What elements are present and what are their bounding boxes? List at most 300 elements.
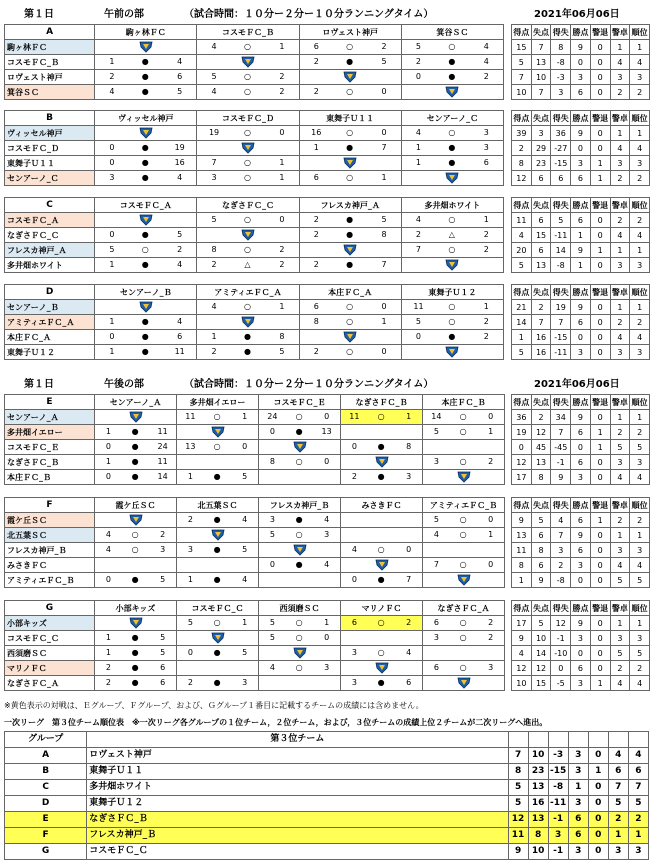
team-header: 駒ヶ林ＦＣ [95, 25, 197, 40]
match-result [299, 55, 401, 70]
emblem-icon [241, 316, 255, 328]
stat-value: 1 [590, 440, 610, 455]
match-result [197, 330, 299, 345]
result-mark: ● [131, 663, 139, 672]
stat-value: 4 [630, 470, 650, 485]
stat-value: 13 [531, 455, 551, 470]
result-mark: ○ [295, 618, 303, 627]
emblem-icon [211, 426, 225, 438]
match-result [177, 470, 259, 485]
stat-value: 1 [590, 171, 610, 186]
goals-against: 5 [177, 87, 183, 96]
result-mark: ● [131, 457, 139, 466]
match-result [95, 676, 177, 691]
group-label: B [5, 111, 95, 126]
team-name: 霞ケ丘ＳＣ [5, 513, 95, 528]
goals-for: 0 [109, 158, 115, 167]
stat-header: 順位 [630, 198, 650, 213]
stat-value: 0 [590, 345, 610, 360]
match-result [95, 156, 197, 171]
stat-value: 0 [590, 85, 610, 100]
stat-header: 勝点 [571, 198, 591, 213]
self-cell [401, 345, 503, 360]
stat-value: 4 [610, 228, 630, 243]
stat-value: -1 [551, 631, 571, 646]
goals-against: 4 [242, 515, 248, 524]
stat-value: 2 [630, 661, 650, 676]
goals-against: 19 [174, 143, 185, 152]
stat-value: 34 [551, 410, 571, 425]
goals-against: 4 [177, 260, 183, 269]
goals-for: 11 [185, 412, 196, 421]
stat-value: 2 [630, 213, 650, 228]
match-result [423, 616, 505, 631]
stat-value: 3 [630, 543, 650, 558]
stat-value: 5 [531, 616, 551, 631]
goals-for: 3 [187, 545, 193, 554]
match-result [177, 513, 259, 528]
third-group: G [5, 844, 87, 860]
team-header: 東舞子Ｕ１１ [299, 111, 401, 126]
stat-value: 3 [630, 258, 650, 273]
goals-for: 2 [313, 347, 319, 356]
result-mark: ● [213, 575, 221, 584]
self-cell [95, 40, 197, 55]
result-mark: ○ [243, 128, 251, 137]
stat-value: 2 [630, 513, 650, 528]
stat-value: 2 [610, 213, 630, 228]
match-result [95, 543, 177, 558]
self-cell [259, 543, 341, 558]
result-mark: ○ [459, 457, 467, 466]
session-name: 午後の部 [104, 379, 144, 390]
stat-header: 勝点 [571, 601, 591, 616]
stat-value: 5 [531, 513, 551, 528]
goals-for: 5 [433, 515, 439, 524]
result-mark: ● [141, 87, 149, 96]
goals-against: 6 [177, 72, 183, 81]
result-mark: ● [141, 158, 149, 167]
emblem-icon [129, 617, 143, 629]
match-result [401, 315, 503, 330]
team-name: 本庄ＦＣ_Ｂ [5, 470, 95, 485]
third-stat: 3 [568, 844, 588, 860]
third-team: 多井畑ホワイト [87, 780, 508, 796]
match-format: （試合時間：１０分ー２分ー１０分ランニングタイム） [184, 379, 434, 390]
self-cell [341, 661, 423, 676]
team-header: 多井畑ホワイト [401, 198, 503, 213]
match-table [4, 284, 504, 360]
goals-for: 4 [211, 87, 217, 96]
goals-for: 1 [105, 457, 111, 466]
stat-value: 0 [590, 40, 610, 55]
goals-against: 3 [406, 472, 412, 481]
goals-for: 5 [433, 427, 439, 436]
goals-against: 8 [381, 230, 387, 239]
goals-for: 6 [313, 42, 319, 51]
stat-value: 7 [551, 528, 571, 543]
third-stat: 0 [588, 844, 608, 860]
result-mark: ○ [243, 87, 251, 96]
result-mark: ● [213, 472, 221, 481]
stat-value: 5 [610, 573, 630, 588]
match-result [401, 300, 503, 315]
stat-value: 8 [512, 558, 532, 573]
third-stat: 5 [608, 796, 628, 812]
highlight-note: ※黄色表示の対戦は、Ｅグループ、Ｆグループ、および、Ｇグループ１番目に記載するチームの成績には含めません。 [4, 701, 424, 710]
third-stat: 7 [628, 780, 648, 796]
empty-cell [259, 470, 341, 485]
result-mark: ○ [243, 302, 251, 311]
result-mark: ● [141, 72, 149, 81]
match-result [95, 171, 197, 186]
third-stat: 6 [628, 764, 648, 780]
stats-table [511, 600, 650, 691]
stat-value: 2 [512, 141, 532, 156]
goals-against: 2 [279, 245, 285, 254]
session-header [4, 3, 650, 19]
result-mark: ● [243, 332, 251, 341]
stat-value: 6 [531, 528, 551, 543]
stat-value: 0 [590, 70, 610, 85]
result-mark: ○ [448, 215, 456, 224]
stat-value: 0 [590, 315, 610, 330]
result-mark: ● [131, 442, 139, 451]
stat-value: 3 [551, 543, 571, 558]
stat-value: 1 [630, 616, 650, 631]
result-mark: ○ [243, 215, 251, 224]
emblem-icon [375, 559, 389, 571]
result-mark: ● [448, 158, 456, 167]
stat-value: 3 [571, 558, 591, 573]
third-team: コスモＦＣ_Ｃ [87, 844, 508, 860]
goals-against: 4 [406, 648, 412, 657]
self-cell [177, 528, 259, 543]
match-result [95, 85, 197, 100]
goals-for: 4 [433, 530, 439, 539]
third-stat: 0 [588, 748, 608, 764]
stat-value: 0 [590, 558, 610, 573]
goals-for: 1 [109, 347, 115, 356]
result-mark: ○ [448, 302, 456, 311]
goals-for: 2 [313, 215, 319, 224]
empty-cell [423, 646, 505, 661]
stat-value: 3 [610, 455, 630, 470]
stat-value: 7 [531, 40, 551, 55]
stat-value: 1 [590, 425, 610, 440]
goals-for: 2 [415, 57, 422, 66]
stat-value: 0 [551, 661, 571, 676]
stat-value: 5 [512, 345, 532, 360]
goals-for: 1 [109, 57, 115, 66]
stat-value: -10 [551, 646, 571, 661]
stat-header: 警退 [590, 198, 610, 213]
match-result [197, 243, 299, 258]
goals-for: 4 [415, 215, 422, 224]
stat-value: 0 [590, 661, 610, 676]
goals-against: 1 [242, 618, 248, 627]
stat-value: 19 [551, 300, 571, 315]
stat-value: 6 [571, 315, 591, 330]
stat-header: 得失 [551, 111, 571, 126]
stat-value: 1 [512, 573, 532, 588]
stat-value: 4 [630, 676, 650, 691]
match-result [95, 425, 177, 440]
group-label: F [5, 498, 95, 513]
stat-value: 6 [571, 213, 591, 228]
stat-value: 0 [590, 616, 610, 631]
third-stat: 3 [608, 844, 628, 860]
result-mark: ○ [213, 442, 221, 451]
stats-table [511, 284, 650, 360]
match-result [401, 228, 503, 243]
stat-value: 5 [630, 646, 650, 661]
result-mark: ○ [459, 633, 467, 642]
self-cell [299, 243, 401, 258]
stat-value: 3 [630, 631, 650, 646]
stat-header: 順位 [630, 601, 650, 616]
stat-value: 6 [571, 455, 591, 470]
team-name: フレスカ神戸_Ａ [5, 243, 95, 258]
goals-against: 8 [406, 442, 412, 451]
result-mark: ● [448, 143, 456, 152]
goals-for: 1 [187, 472, 193, 481]
stat-value: 12 [512, 661, 532, 676]
third-stat: 4 [608, 748, 628, 764]
goals-against: 14 [157, 472, 168, 481]
match-result [341, 470, 423, 485]
goals-for: 2 [313, 230, 319, 239]
goals-against: 2 [488, 457, 494, 466]
stat-value: 0 [590, 543, 610, 558]
stat-value: 10 [512, 676, 532, 691]
stat-header: 警退 [590, 498, 610, 513]
team-name: センアーノ_Ｂ [5, 300, 95, 315]
result-mark: ● [243, 347, 251, 356]
goals-against: 2 [483, 230, 489, 239]
empty-cell [341, 425, 423, 440]
goals-against: 6 [483, 158, 489, 167]
stat-header: 勝点 [571, 285, 591, 300]
goals-for: 1 [415, 143, 422, 152]
emblem-icon [457, 471, 471, 483]
team-name: 多井畑イエロー [5, 425, 95, 440]
result-mark: ● [131, 648, 139, 657]
result-mark: ● [213, 515, 221, 524]
stat-value: 3 [571, 631, 591, 646]
match-result [401, 213, 503, 228]
team-header: 東舞子Ｕ１２ [401, 285, 503, 300]
third-stat: 1 [628, 828, 648, 844]
stat-value: 1 [610, 528, 630, 543]
stat-value: 45 [531, 440, 551, 455]
match-result [423, 631, 505, 646]
stat-header: 失点 [531, 285, 551, 300]
stat-header: 順位 [630, 25, 650, 40]
team-header: ロヴェスト神戸 [299, 25, 401, 40]
group-label: G [5, 601, 95, 616]
stat-header: 得点 [512, 198, 532, 213]
goals-against: 2 [406, 618, 412, 627]
stat-header: 得失 [551, 395, 571, 410]
goals-for: 8 [269, 457, 275, 466]
self-cell [197, 315, 299, 330]
stat-value: 5 [512, 55, 532, 70]
self-cell [95, 616, 177, 631]
match-result [197, 300, 299, 315]
team-header: 西須磨ＳＣ [259, 601, 341, 616]
team-name: ヴィッセル神戸 [5, 126, 95, 141]
goals-for: 4 [269, 663, 275, 672]
team-header: フレスカ神戸_Ａ [299, 198, 401, 213]
stat-value: 0 [590, 213, 610, 228]
stat-value: 1 [590, 513, 610, 528]
match-result [423, 661, 505, 676]
stat-value: 7 [531, 315, 551, 330]
team-name: センアーノ_Ｃ [5, 171, 95, 186]
result-mark: ○ [213, 412, 221, 421]
team-name: マリノＦＣ [5, 661, 95, 676]
team-name: みさきＦＣ [5, 558, 95, 573]
goals-for: 5 [415, 42, 422, 51]
result-mark: ● [448, 332, 456, 341]
goals-for: 4 [211, 302, 217, 311]
goals-for: 0 [109, 332, 115, 341]
goals-for: 6 [313, 302, 319, 311]
self-cell [197, 55, 299, 70]
goals-against: 1 [324, 618, 330, 627]
match-result [423, 425, 505, 440]
match-result [423, 513, 505, 528]
match-result [177, 646, 259, 661]
stat-value: 4 [630, 141, 650, 156]
stat-value: 6 [531, 171, 551, 186]
goals-against: 1 [381, 317, 387, 326]
stat-value: 3 [630, 156, 650, 171]
stat-value: 3 [610, 345, 630, 360]
result-mark: ○ [131, 530, 139, 539]
team-name: 小部キッズ [5, 616, 95, 631]
goals-for: 24 [267, 412, 278, 421]
match-result [259, 455, 341, 470]
match-result [401, 141, 503, 156]
result-mark: ● [141, 143, 149, 152]
result-mark: ○ [243, 158, 251, 167]
goals-against: 1 [279, 302, 285, 311]
match-result [401, 243, 503, 258]
stat-value: 4 [610, 330, 630, 345]
stat-value: 13 [531, 55, 551, 70]
team-name: 北五葉ＳＣ [5, 528, 95, 543]
match-result [197, 213, 299, 228]
stat-value: 0 [571, 55, 591, 70]
stat-value: 0 [590, 330, 610, 345]
stat-value: 2 [630, 315, 650, 330]
goals-against: 1 [488, 427, 494, 436]
emblem-icon [211, 632, 225, 644]
goals-for: 2 [351, 472, 357, 481]
stat-value: 5 [610, 440, 630, 455]
team-header: なぎさＦＣ_Ｃ [197, 198, 299, 213]
stat-value: 7 [512, 70, 532, 85]
team-header: アミティエＦＣ_Ｂ [423, 498, 505, 513]
third-stat: 3 [568, 764, 588, 780]
stat-value: 9 [571, 616, 591, 631]
result-mark: ○ [346, 347, 354, 356]
match-result [299, 40, 401, 55]
stat-value: 3 [571, 470, 591, 485]
goals-for: 0 [105, 575, 111, 584]
stat-value: 3 [571, 70, 591, 85]
third-group: B [5, 764, 87, 780]
emblem-icon [241, 142, 255, 154]
result-mark: ● [448, 72, 456, 81]
stat-value: -15 [551, 156, 571, 171]
goals-against: 7 [381, 143, 387, 152]
result-mark: ○ [459, 530, 467, 539]
empty-cell [95, 558, 177, 573]
stat-value: 0 [590, 470, 610, 485]
goals-for: 1 [211, 332, 217, 341]
stat-value: 3 [610, 70, 630, 85]
third-group: C [5, 780, 87, 796]
stat-value: 6 [571, 513, 591, 528]
emblem-icon [211, 529, 225, 541]
team-name: 本庄ＦＣ_Ａ [5, 330, 95, 345]
stat-value: 4 [610, 470, 630, 485]
goals-for: 5 [269, 618, 275, 627]
match-result [299, 258, 401, 273]
match-result [197, 345, 299, 360]
result-mark: ● [141, 347, 149, 356]
third-team: フレスカ神戸_Ｂ [87, 828, 508, 844]
stat-value: 0 [590, 528, 610, 543]
result-mark: ● [213, 648, 221, 657]
match-result [95, 141, 197, 156]
self-cell [341, 558, 423, 573]
match-result [299, 345, 401, 360]
team-header: コスモＦＣ_Ｅ [259, 395, 341, 410]
goals-against: 1 [483, 302, 489, 311]
stat-value: 3 [610, 258, 630, 273]
result-mark: ○ [459, 663, 467, 672]
goals-for: 3 [351, 678, 357, 687]
stat-header: 勝点 [571, 395, 591, 410]
match-result [197, 258, 299, 273]
empty-cell [341, 513, 423, 528]
stat-value: 8 [531, 543, 551, 558]
stat-header: 失点 [531, 111, 551, 126]
goals-against: 4 [177, 57, 183, 66]
match-result [177, 410, 259, 425]
goals-against: 5 [160, 648, 166, 657]
result-mark: ○ [377, 618, 385, 627]
goals-against: 5 [177, 230, 183, 239]
result-mark: ○ [346, 173, 354, 182]
match-result [341, 646, 423, 661]
stat-header: 得失 [551, 25, 571, 40]
stat-value: -5 [551, 676, 571, 691]
stat-value: 3 [531, 126, 551, 141]
goals-against: 5 [160, 633, 166, 642]
match-result [423, 558, 505, 573]
third-stat: 0 [588, 828, 608, 844]
empty-cell [259, 573, 341, 588]
match-result [299, 315, 401, 330]
stat-value: 21 [512, 300, 532, 315]
emblem-icon [445, 346, 459, 358]
result-mark: ● [295, 560, 303, 569]
